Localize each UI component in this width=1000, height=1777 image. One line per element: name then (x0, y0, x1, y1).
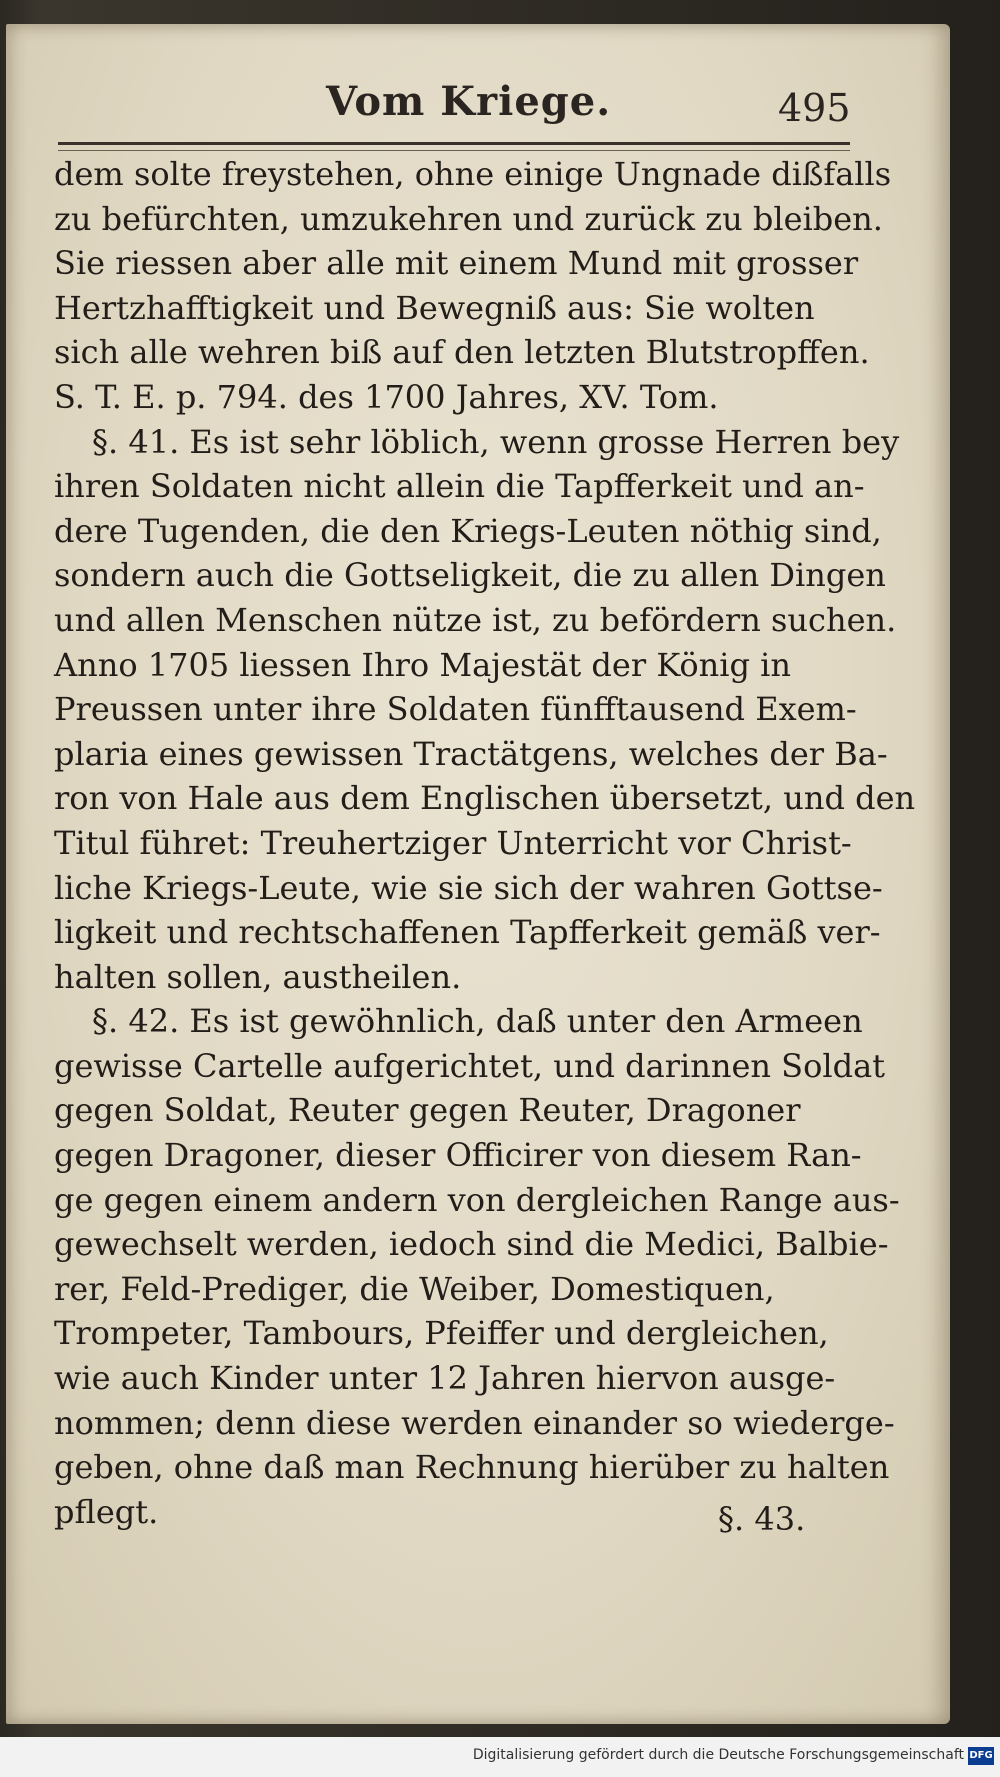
text-line: gewisse Cartelle aufgerichtet, und darinnen Soldat (54, 1046, 885, 1085)
text-line: §. 41. Es ist sehr löblich, wenn grosse Herren bey (92, 422, 900, 461)
header-rule (58, 142, 850, 145)
text-line: ligkeit und rechtschaffenen Tapfferkeit gemäß ver- (54, 913, 881, 952)
text-line: Preussen unter ihre Soldaten fünfftausend Exem- (54, 690, 857, 729)
text-line: dem solte freystehen, ohne einige Ungnade dißfalls (54, 155, 892, 193)
text-line: halten sollen, austheilen. (54, 957, 462, 996)
text-line: wie auch Kinder unter 12 Jahren hiervon ausge- (54, 1359, 836, 1398)
page-header (6, 24, 950, 144)
text-line: ge gegen einem andern von dergleichen Range aus- (54, 1180, 900, 1219)
text-line: gewechselt werden, iedoch sind die Medici, Balbie- (54, 1225, 889, 1264)
header-rule-thin (58, 150, 850, 151)
text-line: gegen Dragoner, dieser Officirer von diesem Ran- (54, 1136, 862, 1175)
text-line: gegen Soldat, Reuter gegen Reuter, Dragoner (54, 1091, 801, 1130)
text-line: sich alle wehren biß auf den letzten Blutstropffen. (54, 333, 870, 372)
footer-bar (0, 1737, 1000, 1777)
text-line: rer, Feld-Prediger, die Weiber, Domestiquen, (54, 1269, 775, 1308)
text-line: Anno 1705 liessen Ihro Majestät der König in (54, 645, 791, 684)
dfg-logo-icon: DFG (968, 1747, 994, 1765)
text-line: pflegt. (54, 1492, 159, 1531)
text-line: dere Tugenden, die den Kriegs-Leuten nöthig sind, (54, 511, 882, 550)
text-line: nommen; denn diese werden einander so wiederge- (54, 1403, 895, 1442)
text-line: zu befürchten, umzukehren und zurück zu bleiben. (54, 199, 883, 238)
text-line: Sie riessen aber alle mit einem Mund mit grosser (54, 244, 859, 283)
text-line: ron von Hale aus dem Englischen übersetzt, und den (54, 779, 916, 818)
text-line: Trompeter, Tambours, Pfeiffer und dergleichen, (54, 1314, 829, 1353)
text-line: Titul führet: Treuhertziger Unterricht vor Christ- (54, 823, 852, 862)
book-page (6, 24, 950, 1724)
text-line: liche Kriegs-Leute, wie sie sich der wahren Gottse- (54, 868, 883, 907)
text-line: plaria eines gewissen Tractätgens, welches der Ba- (54, 734, 888, 773)
body-text (54, 152, 916, 1534)
text-line: geben, ohne daß man Rechnung hierüber zu halten (54, 1448, 890, 1487)
page-number: 495 (778, 86, 851, 130)
catchword: §. 43. (718, 1500, 806, 1538)
text-line: und allen Menschen nütze ist, zu befördern suchen. (54, 600, 897, 639)
text-line: ihren Soldaten nicht allein die Tapfferkeit und an- (54, 467, 865, 506)
text-line: §. 42. Es ist gewöhnlich, daß unter den Armeen (92, 1002, 863, 1041)
text-line: sondern auch die Gottseligkeit, die zu allen Dingen (54, 556, 886, 595)
funding-credit: Digitalisierung gefördert durch die Deutsche Forschungsgemeinschaft (472, 1747, 964, 1763)
text-line: S. T. E. p. 794. des 1700 Jahres, XV. Tom. (54, 377, 719, 416)
text-line: Hertzhafftigkeit und Bewegniß aus: Sie wolten (54, 288, 815, 327)
running-title: Vom Kriege. (326, 78, 612, 125)
